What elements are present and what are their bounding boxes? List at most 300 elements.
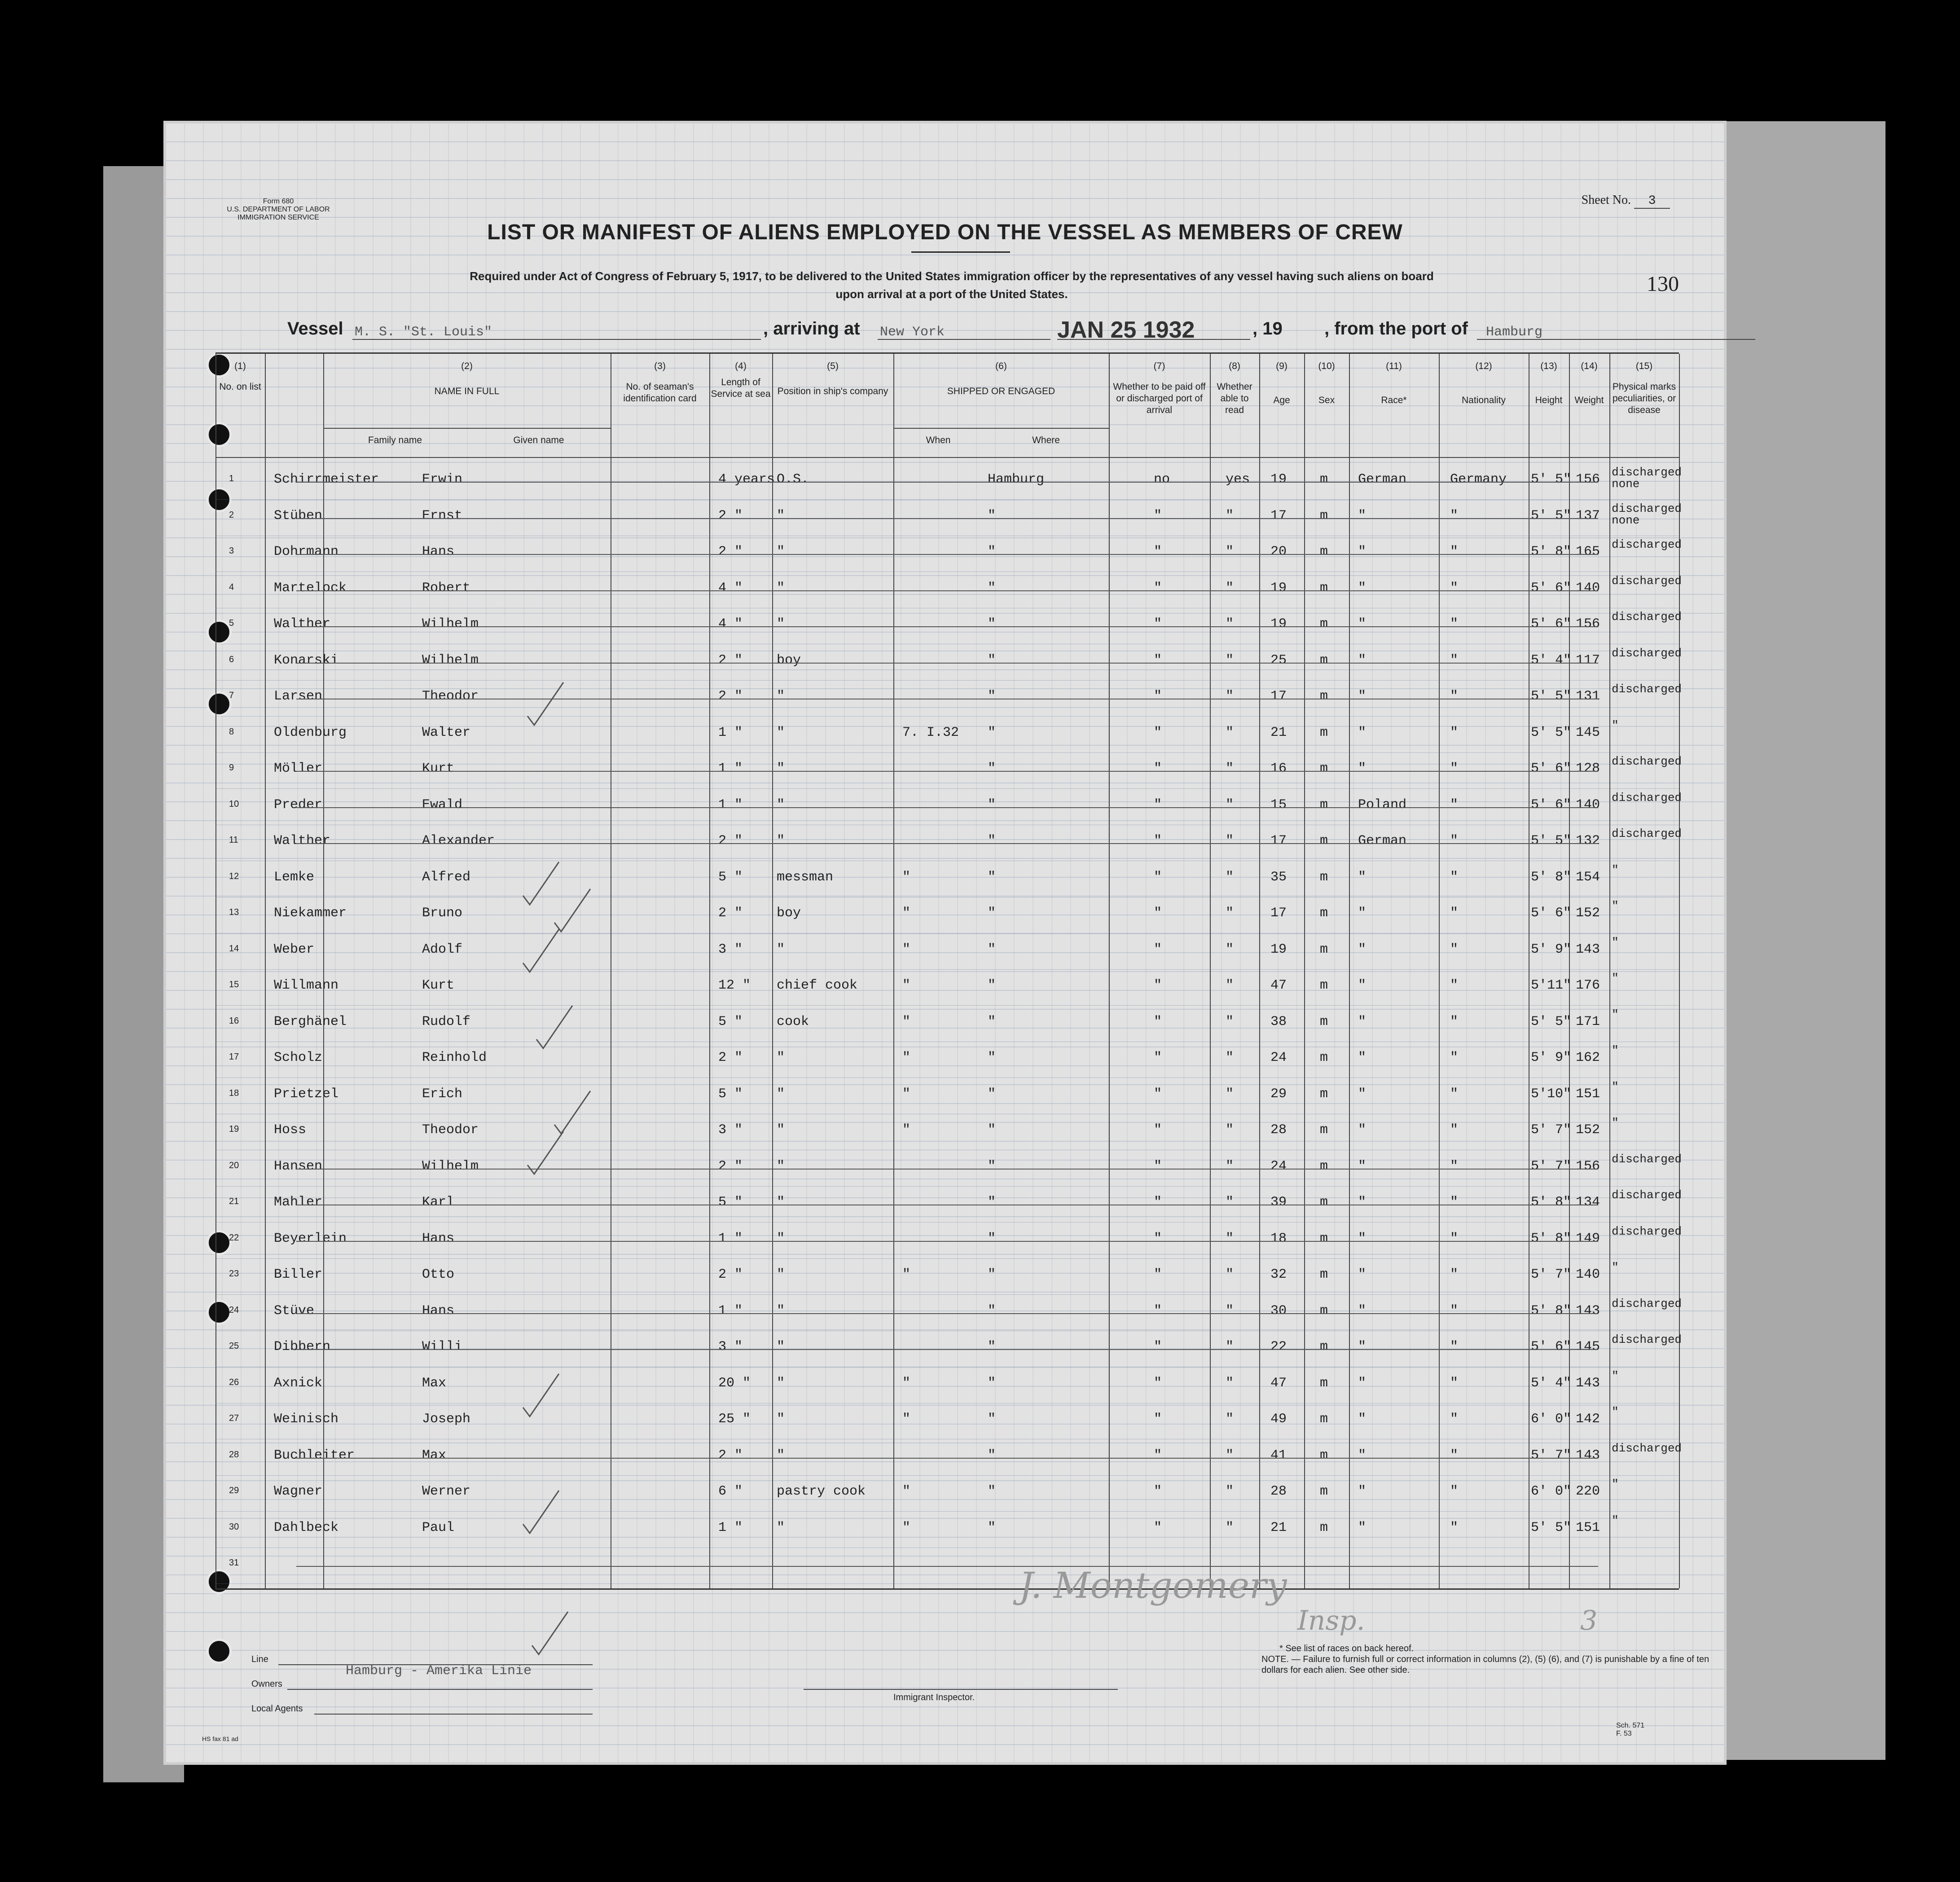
cell-marks: discharged [1612,755,1682,768]
cell-family: Martelock [274,580,347,596]
cell-read: " [1226,652,1234,668]
cell-position: boy [777,652,801,668]
col-15-header: (15) Physical marks peculiarities, or disease [1612,361,1676,415]
checkmark [525,1129,566,1178]
cell-read: " [1226,1086,1234,1102]
cell-no: 3 [229,546,234,556]
cell-paid: " [1154,1267,1162,1282]
title-rule [911,251,1010,253]
cell-nationality: " [1450,869,1459,885]
cell-service: 1 " [718,1231,743,1246]
cell-nationality: " [1450,1447,1459,1463]
cell-where: " [988,508,996,523]
cell-given: Werner [422,1484,471,1499]
cell-read: " [1226,906,1234,921]
cell-read: " [1226,1412,1234,1427]
cell-position: " [777,580,785,596]
cell-no: 22 [229,1232,239,1243]
cell-paid: " [1154,616,1162,632]
cell-height: 5' 8" [1531,869,1572,885]
cell-nationality: " [1450,1484,1459,1499]
cell-nationality: " [1450,978,1459,993]
cell-age: 22 [1270,1339,1287,1354]
cell-position: cook [777,1014,809,1029]
cell-position: " [777,1267,785,1282]
cell-family: Konarski [274,652,339,668]
cell-height: 5' 8" [1531,1231,1572,1246]
cell-read: " [1226,1231,1234,1246]
cell-service: 12 " [718,978,751,993]
page-number: 130 [1647,272,1679,296]
cell-family: Biller [274,1267,323,1282]
cell-sex: m [1320,978,1328,993]
cell-weight: 143 [1576,941,1600,957]
strike-through [296,1566,1598,1567]
cell-paid: " [1154,941,1162,957]
cell-service: 2 " [718,508,743,523]
cell-age: 19 [1270,941,1287,957]
cell-age: 17 [1270,906,1287,921]
cell-paid: " [1154,689,1162,704]
cell-nationality: " [1450,544,1459,559]
table-row [215,500,1682,536]
cell-where: " [988,1520,996,1535]
cell-sex: m [1320,833,1328,849]
cell-no: 25 [229,1341,239,1351]
cell-race: " [1358,1339,1367,1354]
cell-race: " [1358,616,1367,632]
sheet-number [1582,193,1670,209]
table-row [215,825,1682,861]
cell-paid: " [1154,580,1162,596]
cell-marks: " [1612,1477,1619,1491]
cell-read: " [1226,725,1234,740]
cell-where: " [988,869,996,885]
cell-marks: " [1612,899,1619,913]
cell-given: Willi [422,1339,463,1354]
cell-marks: discharged [1612,791,1682,805]
cell-marks: " [1612,1080,1619,1094]
cell-marks: discharged [1612,1224,1682,1238]
cell-race: " [1358,1267,1367,1282]
cell-when: " [902,1267,911,1282]
cell-sex: m [1320,616,1328,632]
col-9-header: (9) Age [1273,361,1290,405]
cell-when: " [902,978,911,993]
inspector-underline [804,1689,1118,1690]
cell-service: 4 " [718,616,743,632]
shipped-subheader-rule [893,428,1109,429]
cell-nationality: " [1450,1303,1459,1319]
cell-family: Axnick [274,1375,323,1391]
cell-weight: 156 [1576,472,1600,487]
cell-height: 5' 6" [1531,616,1572,632]
requirement-line-2: upon arrival at a port of the United States. [835,287,1068,301]
cell-age: 41 [1270,1447,1287,1463]
cell-sex: m [1320,1050,1328,1065]
cell-paid: " [1154,1303,1162,1319]
cell-read: " [1226,978,1234,993]
cell-where: " [988,1231,996,1246]
cell-race: " [1358,1014,1367,1029]
cell-given: Max [422,1375,447,1391]
line-value: Hamburg - Amerika Linie [346,1663,532,1679]
cell-age: 20 [1270,544,1287,559]
cell-paid: " [1154,1231,1162,1246]
cell-paid: " [1154,508,1162,523]
cell-race: " [1358,1412,1367,1427]
cell-race: " [1358,1303,1367,1319]
cell-paid: " [1154,652,1162,668]
cell-no: 2 [229,510,234,520]
table-row [215,1512,1679,1548]
cell-sex: m [1320,1520,1328,1535]
cell-family: Weber [274,941,315,957]
cell-no: 26 [229,1377,239,1387]
cell-position: chief cook [777,978,858,993]
cell-family: Dahlbeck [274,1520,339,1535]
cell-height: 5' 8" [1531,544,1572,559]
cell-nationality: " [1450,797,1459,813]
cell-position: " [777,689,785,704]
cell-given: Karl [422,1195,455,1210]
service: IMMIGRATION SERVICE [237,214,319,221]
table-row [215,464,1682,500]
col-11-header: (11) Race* [1381,361,1407,405]
col-6a-header: When [926,435,951,445]
table-row [215,1259,1679,1295]
cell-race: " [1358,869,1367,885]
cell-position: messman [777,869,834,885]
cell-weight: 154 [1576,869,1600,885]
cell-nationality: " [1450,1195,1459,1210]
cell-read: " [1226,941,1234,957]
cell-no: 24 [229,1305,239,1315]
cell-when: " [902,1520,911,1535]
cell-paid: " [1154,1158,1162,1174]
cell-paid: no [1154,472,1170,487]
cell-height: 5' 6" [1531,761,1572,776]
cell-no: 19 [229,1124,239,1134]
cell-position: " [777,1412,785,1427]
strike-through [296,771,1598,772]
cell-weight: 143 [1576,1375,1600,1391]
cell-where: " [988,725,996,740]
cell-family: Beyerlein [274,1231,347,1246]
cell-age: 18 [1270,1231,1287,1246]
cell-given: Alfred [422,869,471,885]
cell-where: " [988,1050,996,1065]
cell-race: " [1358,1520,1367,1535]
cell-family: Walther [274,616,331,632]
cell-sex: m [1320,1412,1328,1427]
col-2b-header: Given name [513,435,564,445]
cell-when: " [902,1412,911,1427]
crew-table [215,352,1682,1590]
cell-family: Lemke [274,869,315,885]
cell-given: Robert [422,580,471,596]
cell-service: 2 " [718,544,743,559]
cell-race: " [1358,1122,1367,1138]
cell-weight: 156 [1576,616,1600,632]
row-rule [215,1583,1679,1584]
handwritten-number: 3 [1580,1605,1598,1636]
cell-where: " [988,978,996,993]
agents-label: Local Agents [251,1704,303,1714]
cell-no: 7 [229,690,234,700]
strike-through [296,843,1598,844]
cell-given: Joseph [422,1412,471,1427]
cell-family: Wagner [274,1484,323,1499]
cell-height: 5' 6" [1531,906,1572,921]
cell-read: " [1226,833,1234,849]
cell-no: 23 [229,1269,239,1279]
table-row [215,1042,1679,1078]
cell-height: 5' 7" [1531,1267,1572,1282]
table-row [215,1006,1679,1042]
cell-weight: 156 [1576,1158,1600,1174]
cell-given: Alexander [422,833,495,849]
cell-where: " [988,652,996,668]
sheet-number-label: Sheet No. [1581,193,1631,207]
cell-race: " [1358,1086,1367,1102]
cell-nationality: " [1450,580,1459,596]
cell-no: 6 [229,654,234,664]
cell-weight: 140 [1576,797,1600,813]
cell-marks: " [1612,1044,1619,1057]
cell-sex: m [1320,1375,1328,1391]
cell-no: 13 [229,907,239,917]
cell-read: " [1226,1195,1234,1210]
cell-height: 5' 5" [1531,725,1572,740]
cell-where: " [988,544,996,559]
cell-position: " [777,544,785,559]
col-7-header: (7) Whether to be paid off or discharged port of arrival [1113,361,1206,415]
cell-height: 5' 7" [1531,1158,1572,1174]
line-label: Line [251,1654,268,1664]
date-stamp: JAN 25 1932 [1057,317,1195,343]
cell-marks: " [1612,1007,1619,1021]
cell-service: 5 " [718,869,743,885]
cell-height: 5'11" [1531,978,1572,993]
col-8-header: (8) Whether able to read [1217,361,1252,415]
cell-nationality: " [1450,1122,1459,1138]
cell-marks: " [1612,1369,1619,1383]
cell-position: " [777,1447,785,1463]
cell-height: 5' 6" [1531,580,1572,596]
vessel-label: Vessel [287,319,343,339]
cell-no: 27 [229,1413,239,1423]
cell-age: 38 [1270,1014,1287,1029]
cell-weight: 220 [1576,1484,1600,1499]
cell-service: 5 " [718,1014,743,1029]
cell-service: 4 years [718,472,775,487]
cell-no: 1 [229,474,234,484]
col-5-header: (5) Position in ship's company [777,361,888,396]
cell-nationality: " [1450,1339,1459,1354]
punch-hole [207,1639,232,1664]
cell-no: 30 [229,1521,239,1532]
cell-weight: 131 [1576,689,1600,704]
table-row [215,862,1679,897]
cell-paid: " [1154,1050,1162,1065]
cell-family: Niekammer [274,906,347,921]
cell-read: " [1226,1122,1234,1138]
cell-sex: m [1320,508,1328,523]
cell-read: yes [1226,472,1250,487]
cell-no: 28 [229,1449,239,1460]
name-subheader-rule [323,428,611,429]
cell-weight: 145 [1576,725,1600,740]
cell-marks: discharged [1612,574,1682,588]
cell-height: 5' 5" [1531,508,1572,523]
cell-weight: 165 [1576,544,1600,559]
cell-service: 2 " [718,1050,743,1065]
cell-where: " [988,1484,996,1499]
table-row [215,1151,1682,1187]
table-row [215,645,1682,681]
cell-service: 1 " [718,725,743,740]
cell-weight: 117 [1576,652,1600,668]
cell-height: 5' 8" [1531,1195,1572,1210]
cell-service: 1 " [718,1303,743,1319]
cell-weight: 152 [1576,906,1600,921]
cell-read: " [1226,508,1234,523]
cell-race: " [1358,1195,1367,1210]
cell-service: 2 " [718,1158,743,1174]
cell-where: " [988,1303,996,1319]
cell-nationality: " [1450,725,1459,740]
cell-paid: " [1154,1014,1162,1029]
table-row [215,753,1682,789]
cell-when: " [902,1375,911,1391]
col-4-header: (4) Length of Service at sea [711,361,771,399]
cell-race: " [1358,978,1367,993]
cell-position: " [777,833,785,849]
cell-age: 17 [1270,833,1287,849]
cell-position: O.S. [777,472,809,487]
table-row [215,897,1679,933]
table-row [215,1403,1679,1439]
cell-read: " [1226,1014,1234,1029]
cell-marks: " [1612,1405,1619,1419]
cell-nationality: Germany [1450,472,1507,487]
cell-sex: m [1320,1158,1328,1174]
cell-marks: discharged [1612,610,1682,624]
requirement-text [346,267,1558,303]
cell-where: " [988,580,996,596]
cell-age: 35 [1270,869,1287,885]
signature-title: Insp. [1297,1605,1365,1636]
cell-nationality: " [1450,1267,1459,1282]
cell-race: " [1358,1158,1367,1174]
cell-given: Hans [422,544,455,559]
strike-through [296,590,1598,591]
col-1-header: (1) No. on list [219,361,261,392]
cell-age: 21 [1270,1520,1287,1535]
cell-no: 16 [229,1016,239,1026]
cell-where: " [988,1122,996,1138]
cell-marks: discharged [1612,1297,1682,1310]
cell-position: " [777,941,785,957]
table-row [215,934,1679,970]
cell-no: 21 [229,1196,239,1206]
cell-given: Kurt [422,978,455,993]
cell-service: 2 " [718,652,743,668]
cell-sex: m [1320,1086,1328,1102]
cell-service: 5 " [718,1195,743,1210]
cell-position: " [777,1303,785,1319]
cell-race: " [1358,544,1367,559]
cell-service: 2 " [718,1447,743,1463]
cell-given: Adolf [422,941,463,957]
cell-weight: 143 [1576,1447,1600,1463]
cell-weight: 128 [1576,761,1600,776]
cell-given: Rudolf [422,1014,471,1029]
cell-nationality: " [1450,1014,1459,1029]
cell-age: 21 [1270,725,1287,740]
cell-service: 20 " [718,1375,751,1391]
cell-race: " [1358,580,1367,596]
cell-age: 29 [1270,1086,1287,1102]
checkmark [525,680,566,730]
checkmark [534,1003,575,1053]
cell-nationality: " [1450,1520,1459,1535]
col-10-header: (10) Sex [1318,361,1335,405]
cell-nationality: " [1450,1086,1459,1102]
cell-position: " [777,1195,785,1210]
cell-sex: m [1320,1122,1328,1138]
cell-family: Scholz [274,1050,323,1065]
cell-paid: " [1154,1122,1162,1138]
cell-position: pastry cook [777,1484,866,1499]
table-row [215,1295,1682,1331]
strike-through [296,482,1598,483]
table-row [215,1476,1679,1512]
col-12-header: (12) Nationality [1461,361,1506,405]
cell-read: " [1226,616,1234,632]
strike-through [296,1458,1598,1459]
cell-marks: discharged [1612,1441,1682,1455]
cell-paid: " [1154,1412,1162,1427]
cell-where: " [988,797,996,813]
cell-where: " [988,1375,996,1391]
table-row [215,572,1682,608]
col-14-header: (14) Weight [1574,361,1604,405]
requirement-line-1: Required under Act of Congress of February 5, 1917, to be delivered to the United States immigration officer by the representatives of any vessel having such aliens on board [470,269,1434,283]
cell-family: Stüve [274,1303,315,1319]
cell-no: 29 [229,1486,239,1495]
table-row [215,681,1682,717]
cell-age: 30 [1270,1303,1287,1319]
cell-race: German [1358,472,1407,487]
cell-when: " [902,1086,911,1102]
cell-marks: " [1612,1513,1619,1527]
cell-height: 6' 0" [1531,1484,1572,1499]
cell-given: Kurt [422,761,455,776]
cell-when: " [902,906,911,921]
port-label: , from the port of [1324,319,1468,339]
cell-sex: m [1320,1303,1328,1319]
strike-through [296,1169,1598,1170]
year-label: , 19 [1252,319,1283,339]
table-row [215,1368,1679,1403]
cell-family: Dohrmann [274,544,339,559]
cell-marks: " [1612,718,1619,732]
cell-service: 3 " [718,1339,743,1354]
cell-family: Weinisch [274,1412,339,1427]
cell-given: Hans [422,1231,455,1246]
